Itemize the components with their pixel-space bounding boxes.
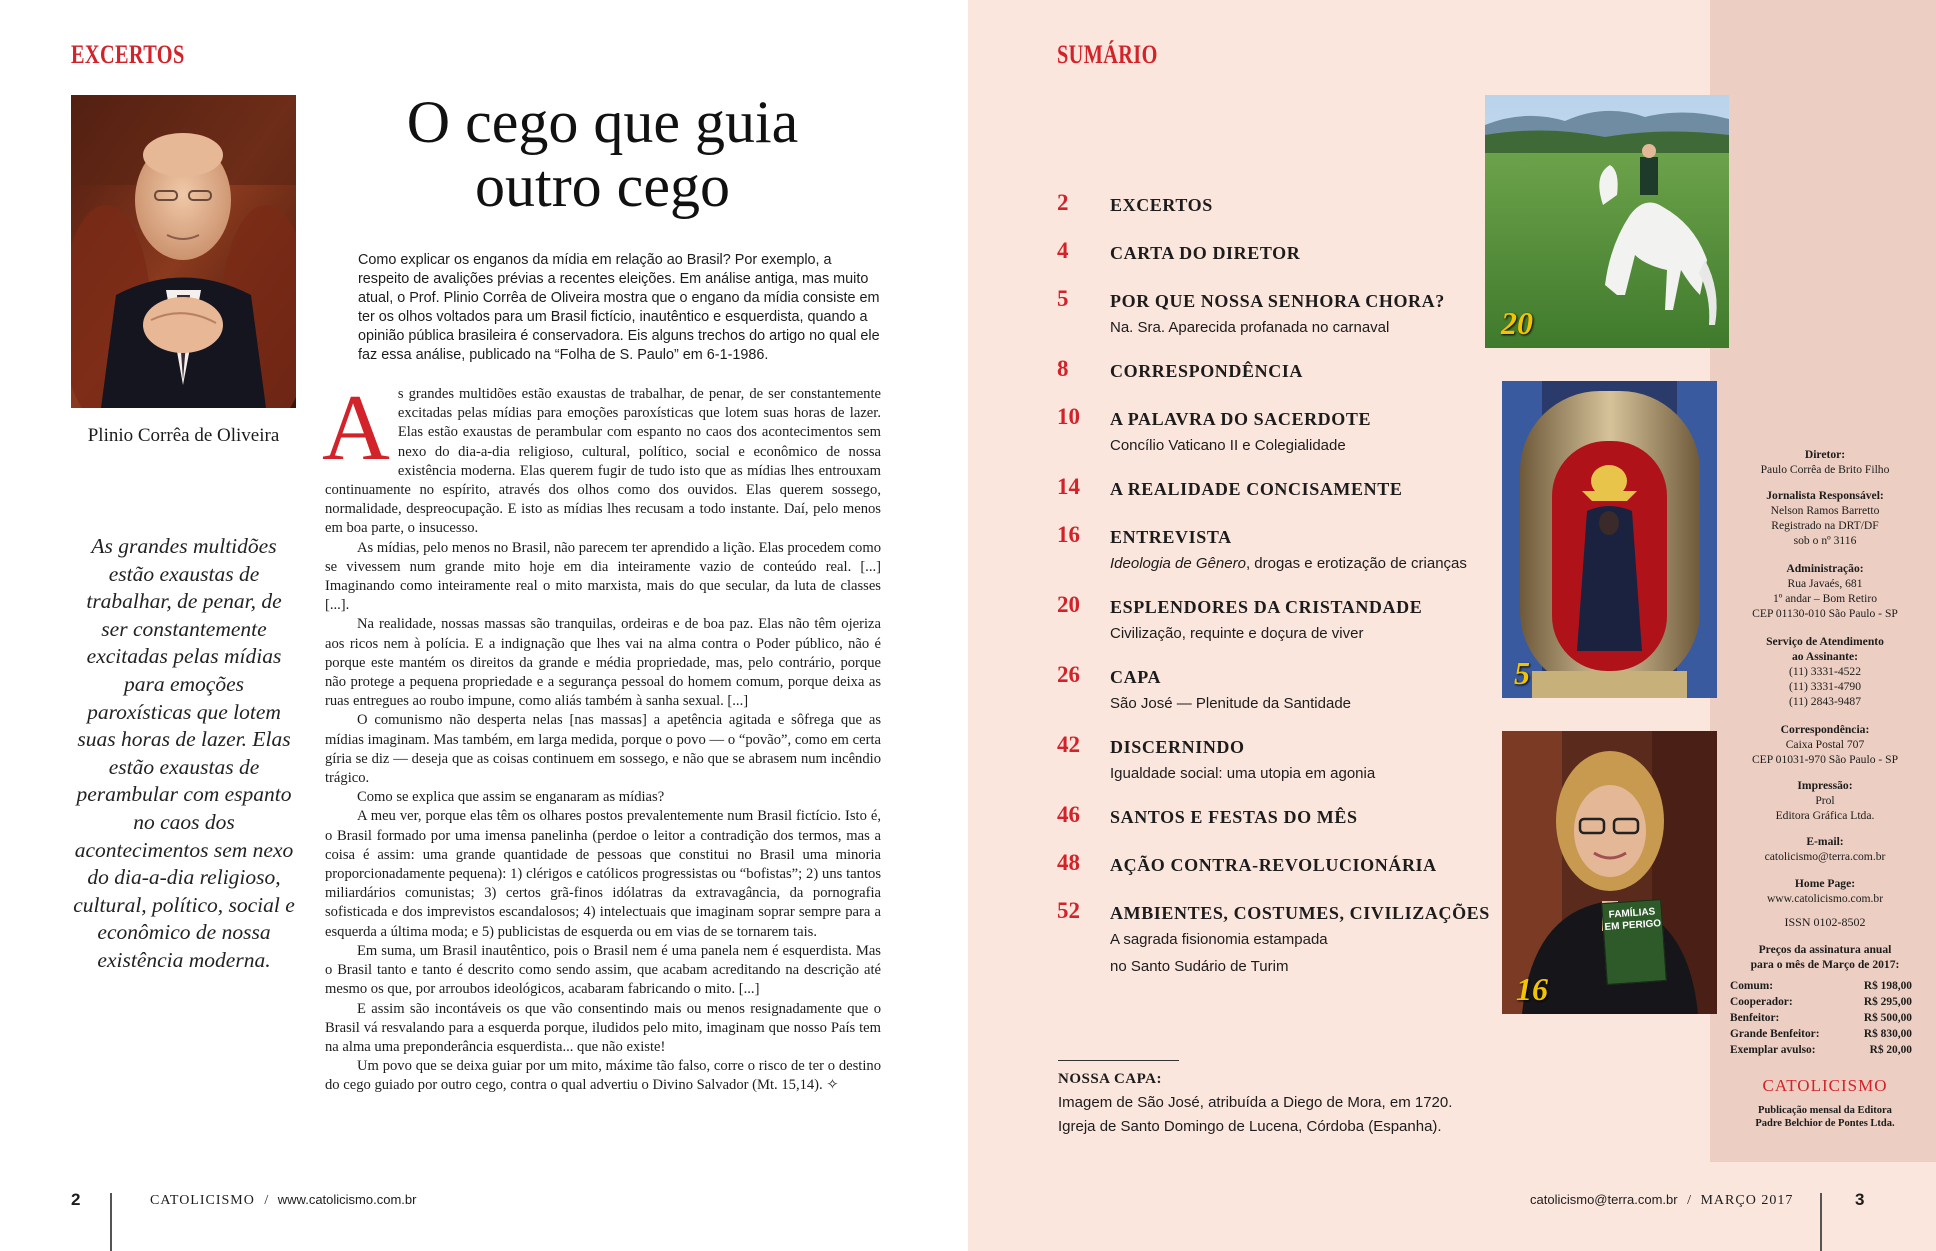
- toc-page-number: 14: [1057, 474, 1080, 499]
- credits-prices-label: Preços da assinatura anual para o mês de Março de 2017:: [1750, 943, 1900, 971]
- footer-right: [1530, 1192, 1793, 1209]
- toc-page-number: 42: [1057, 732, 1080, 757]
- toc-title: SANTOS E FESTAS DO MÊS: [1110, 807, 1358, 827]
- toc-subtitle: Ideologia de Gênero, drogas e erotização de crianças: [1110, 555, 1467, 572]
- toc-subtitle: A sagrada fisionomia estampada: [1110, 931, 1328, 948]
- credits-printing: Impressão: Prol Editora Gráfica Ltda.: [1775, 779, 1875, 822]
- brand-publisher: Publicação mensal da Editora Padre Belchior de Pontes Ltda.: [1755, 1105, 1895, 1129]
- body-paragraph-3: Na realidade, nossas massas são tranquilas, ordeiras e de boa paz. Elas não têm ojeriza aos ricos nem à polícia. E a indignação que lhes vai na alma contra o Poder público, não é porque este mantém os direitos da grande e média propriedade, mas, pelo contrário, porque não protege a pequena propriedade e a segurança pessoal do homem comum, porque deixa as ruas entregues ao roubo impune, como aliás também à sanha sexual. [...]: [325, 616, 881, 710]
- credits-issn: ISSN 0102-8502: [1784, 915, 1866, 929]
- photo-page-number: 20: [1501, 305, 1533, 341]
- body-paragraph-2: As mídias, pelo menos no Brasil, não parecem ter aprendido a lição. Elas procedem como se vivessem num grande mito hoje em dia inteiramente vazio de conteúdo real. [...] Imaginando como inteiramente real o mito marxista, mais do que secular, da luta de classes [...].: [325, 539, 881, 614]
- body-paragraph-1: As grandes multidões estão exaustas de trabalhar, de penar, de ser constantemente excitadas pelas mídias para emoções paroxísticas que lotem suas horas de lazer. Elas estão exaustas de perambular com espanto no caos dos acontecimentos sem nexo do dia-a-dia religioso, cultural, político, social e econômico de nossa existência moderna. Elas querem fugir de tudo isto que as mídias lhes entrouxam continuamente no espírito, através dos olhos como dos ouvidos. Elas querem sossego, normalidade, despreocupação. E isto as mídias lhes recusam a todo instante. Daí, pelo menos em boa parte, o insucesso.: [322, 376, 881, 537]
- toc-title: A PALAVRA DO SACERDOTE: [1110, 409, 1372, 429]
- page-number-right: 3: [1855, 1190, 1865, 1209]
- price-row: Exemplar avulso: R$ 20,00: [1730, 1044, 1912, 1056]
- credits-correspondence: Correspondência: Caixa Postal 707 CEP 01031-970 São Paulo - SP: [1751, 723, 1899, 766]
- toc-page-number: 20: [1057, 592, 1080, 617]
- toc-title: DISCERNINDO: [1110, 737, 1245, 757]
- toc-title: CAPA: [1110, 667, 1162, 687]
- interviewee-photo: [1502, 731, 1717, 1014]
- credits-email: E-mail: catolicismo@terra.com.br: [1764, 835, 1886, 863]
- shrine-photo: [1502, 381, 1717, 698]
- footer-month: MARÇO 2017: [1700, 1193, 1794, 1208]
- toc-page-number: 52: [1057, 898, 1080, 923]
- toc-title: POR QUE NOSSA SENHORA CHORA?: [1110, 291, 1445, 311]
- toc-page-number: 5: [1057, 286, 1069, 311]
- toc-page-number: 46: [1057, 802, 1080, 827]
- toc-subtitle: Igualdade social: uma utopia em agonia: [1110, 765, 1376, 782]
- lead-paragraph: Como explicar os enganos da mídia em relação ao Brasil? Por exemplo, a respeito de avalições prévias a recentes eleições. Em análise antiga, mas muito atual, o Prof. Plinio Corrêa de Oliveira mostra que o engano da mídia consiste em ter os olhos voltados para um Brasil fictício, inautêntico e esquerdista, quando a opinião pública brasileira é conservadora. Eis alguns trechos do artigo no qual ele faz essa análise, publicado na “Folha de S. Paulo” em 6-1-1986.: [358, 252, 880, 363]
- toc-title: AMBIENTES, COSTUMES, CIVILIZAÇÕES: [1110, 903, 1490, 923]
- book-cover: [1601, 899, 1667, 985]
- toc-subtitle: São José — Plenitude da Santidade: [1110, 695, 1352, 712]
- footer-separator: /: [1687, 1193, 1691, 1208]
- footer-magazine-name: CATOLICISMO: [150, 1193, 255, 1208]
- price-row: Comum: R$ 198,00: [1730, 980, 1912, 992]
- photo-page-number: 5: [1514, 655, 1530, 691]
- body-paragraph-6: A meu ver, porque elas têm os olhares postos prevalentemente num Brasil fictício. Isto é, o Brasil formado por uma imensa panelinha (perdoe o leitor a contradição dos termos, mas a coisa é assim: uma grande quantidade de pessoas que constitui no Brasil uma minoria proporcionadamente pequena): 1) clérigos e católicos progressistas ou “bofistas”; 2) uns tantos miliardários comunistas; 3) certos grã-finos idólatras da extravagância, da pornografia sofisticada e dos imprevistos escandalosos; 4) intelectuais que imaginam soprar sempre para a esquerda a última moda; e 5) publicistas de esquerda ou em vias de se tornarem tais.: [325, 808, 881, 940]
- toc-title: CORRESPONDÊNCIA: [1110, 361, 1304, 381]
- footer-divider-left: [110, 1193, 112, 1251]
- drop-cap: A: [322, 376, 390, 480]
- credits-homepage: Home Page: www.catolicismo.com.br: [1766, 877, 1884, 905]
- section-label-excertos: EXCERTOS: [71, 40, 185, 69]
- cover-caption-line2: Igreja de Santo Domingo de Lucena, Córdoba (Espanha).: [1058, 1118, 1442, 1135]
- credits-service: Serviço de Atendimento ao Assinante: (11) 3331-4522 (11) 3331-4790 (11) 2843-9487: [1766, 635, 1884, 708]
- toc-title: AÇÃO CONTRA-REVOLUCIONÁRIA: [1110, 855, 1437, 875]
- body-paragraph-9: Um povo que se deixa guiar por um mito, máxime tão falso, corre o risco de ter o destino do cego guiado por outro cego, contra o qual advertiu o Divino Salvador (Mt. 15,14). ✧: [325, 1058, 881, 1094]
- toc-page-number: 2: [1057, 190, 1069, 215]
- toc-subtitle: Civilização, requinte e doçura de viver: [1110, 625, 1364, 642]
- footer-separator: /: [264, 1193, 269, 1208]
- pull-quote: As grandes multidões estão exaustas de trabalhar, de penar, de ser constantemente excitadas pelas mídias para emoções paroxísticas que lotem suas horas de lazer. Elas estão exaustas de perambular com espanto no caos dos acontecimentos sem nexo do dia-a-dia religioso, cultural, político, social e econômico de nossa existência moderna.: [73, 534, 295, 972]
- brand-name: CATOLICISMO: [1762, 1076, 1888, 1095]
- toc-page-number: 10: [1057, 404, 1080, 429]
- toc-title: ENTREVISTA: [1110, 527, 1232, 547]
- footer-site-link[interactable]: www.catolicismo.com.br: [277, 1192, 417, 1207]
- toc-subtitle: Concílio Vaticano II e Colegialidade: [1110, 437, 1346, 454]
- credits-director: Diretor: Paulo Corrêa de Brito Filho: [1760, 448, 1890, 476]
- section-label-sumario: SUMÁRIO: [1057, 40, 1158, 69]
- toc-title: ESPLENDORES DA CRISTANDADE: [1110, 597, 1423, 617]
- toc-title: EXCERTOS: [1110, 195, 1213, 215]
- body-paragraph-8: E assim são incontáveis os que vão consentindo mais ou menos resignadamente que o Brasil vá resvalando para a esquerda porque, iludidos pelo mito, imaginam que nosso País tem na alma uma preponderância esquerdista... que não existe!: [325, 1000, 881, 1055]
- body-paragraph-5: Como se explica que assim se enganaram as mídias?: [357, 789, 665, 806]
- toc-title: CARTA DO DIRETOR: [1110, 243, 1301, 263]
- portrait-caption: Plinio Corrêa de Oliveira: [87, 425, 280, 446]
- book-cover-title-line2: EM PERIGO: [1604, 918, 1662, 934]
- toc-page-number: 4: [1057, 238, 1069, 263]
- toc-subtitle-line2: no Santo Sudário de Turim: [1110, 958, 1289, 975]
- article-lead: [358, 251, 880, 365]
- toc-page-number: 48: [1057, 850, 1080, 875]
- credits-administration: Administração: Rua Javaés, 681 1º andar – Bom Retiro CEP 01130-010 São Paulo - SP: [1752, 562, 1898, 620]
- article-title: [330, 90, 875, 218]
- homepage-link[interactable]: www.catolicismo.com.br: [1766, 892, 1884, 905]
- credits-journalist: Jornalista Responsável: Nelson Ramos Barretto Registrado na DRT/DF sob o nº 3116: [1766, 489, 1884, 547]
- cover-caption-line1: Imagem de São José, atribuída a Diego de Mora, em 1720.: [1058, 1094, 1453, 1111]
- email-link[interactable]: catolicismo@terra.com.br: [1764, 850, 1886, 863]
- article-body: [322, 376, 881, 1096]
- cover-rule: [1058, 1060, 1179, 1061]
- body-paragraph-4: O comunismo não desperta nelas [nas massas] a apetência agitada e sôfrega que as mídias imaginam. Mas também, em larga medida, porque o povo — o “povão”, como em certa gíria se diz — deseja que as coisas continuem em sossego, e não que se abrasem num incêndio trágico.: [325, 712, 881, 787]
- portrait-photo: [71, 95, 296, 408]
- horse-photo: [1485, 95, 1729, 348]
- toc-page-number: 16: [1057, 522, 1080, 547]
- price-row: Grande Benfeitor: R$ 830,00: [1730, 1028, 1912, 1040]
- toc-title: A REALIDADE CONCISAMENTE: [1110, 479, 1403, 499]
- toc-page-number: 26: [1057, 662, 1080, 687]
- cover-heading: NOSSA CAPA:: [1058, 1071, 1162, 1087]
- body-paragraph-7: Em suma, um Brasil inautêntico, pois o Brasil nem é uma panela nem é esquerdista. Mas o Brasil tanto e tanto é descrito como sendo assim, que acabam acreditando na descrição até mesmo os que, por arroubos ideológicos, acabaram fabricando o mito. [...]: [325, 942, 881, 998]
- article-title-line1: O cego que guia: [406, 89, 799, 155]
- footer-left: [150, 1192, 416, 1209]
- footer-email-link[interactable]: catolicismo@terra.com.br: [1530, 1192, 1678, 1207]
- page-number-left: 2: [71, 1190, 81, 1209]
- photo-page-number: 16: [1516, 971, 1548, 1007]
- article-title-line2: outro cego: [475, 153, 730, 219]
- toc-page-number: 8: [1057, 356, 1069, 381]
- price-row: Cooperador: R$ 295,00: [1730, 996, 1912, 1008]
- price-row: Benfeitor: R$ 500,00: [1730, 1012, 1912, 1024]
- footer-divider-right: [1820, 1193, 1822, 1251]
- book-cover-title-line1: FAMÍLIAS: [1608, 906, 1656, 921]
- toc-subtitle: Na. Sra. Aparecida profanada no carnaval: [1110, 319, 1390, 336]
